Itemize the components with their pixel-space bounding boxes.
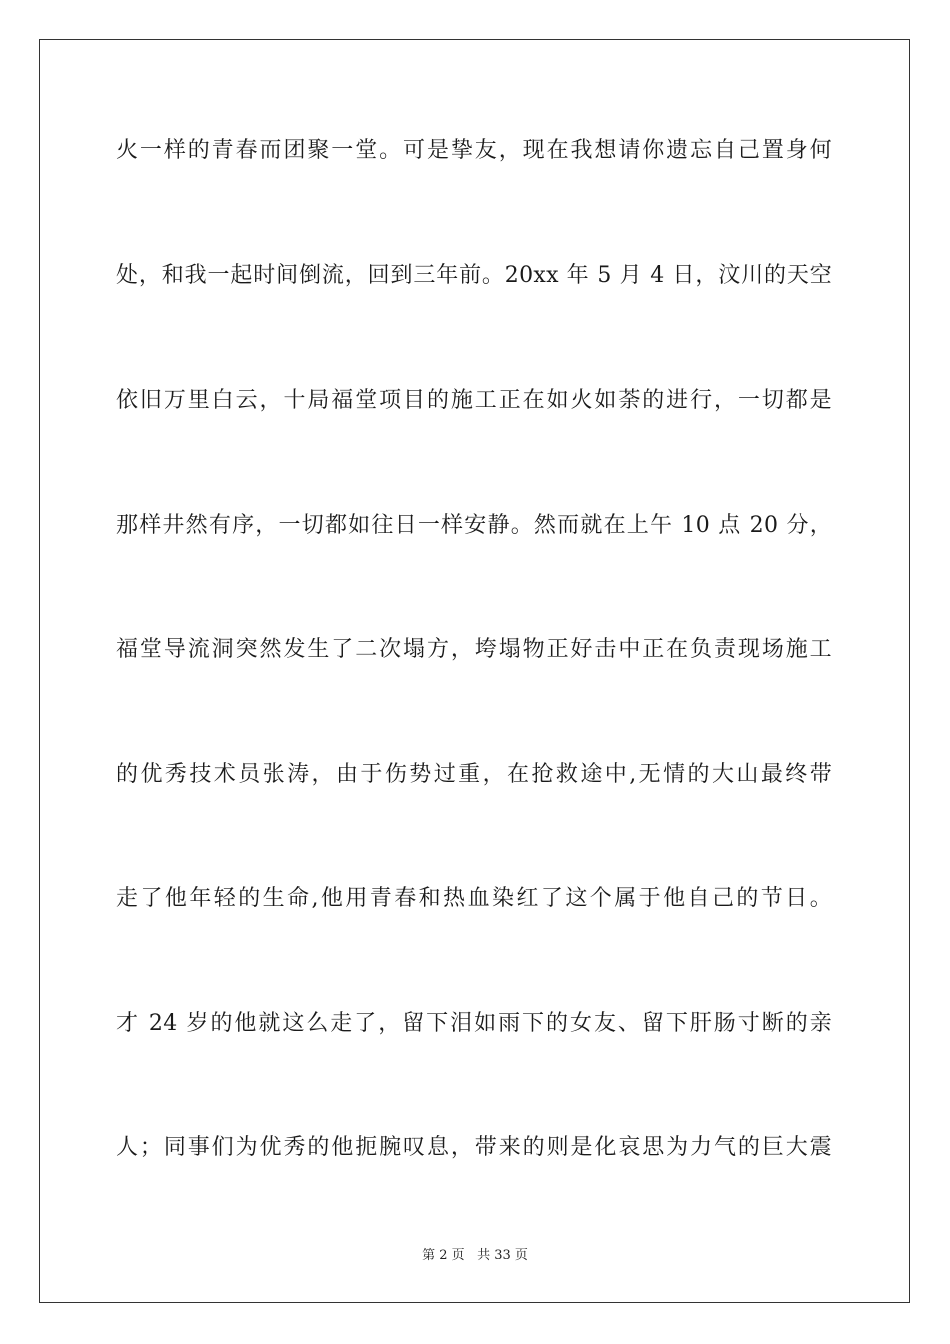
page-border [39, 39, 910, 1303]
text-line: 人；同事们为优秀的他扼腕叹息，带来的则是化哀思为力气的巨大震 [116, 1135, 832, 1160]
text-line: 处，和我一起时间倒流，回到三年前。20xx 年 5 月 4 日，汶川的天空 [116, 263, 832, 288]
text-line: 那样井然有序，一切都如往日一样安静。然而就在上午 10 点 20 分， [116, 513, 832, 538]
total-pages: 共 33 页 [477, 1248, 528, 1263]
text-line: 的优秀技术员张涛，由于伤势过重，在抢救途中,无情的大山最终带 [116, 762, 832, 787]
page-footer [0, 1247, 950, 1265]
page-number: 第 2 页 [422, 1248, 465, 1263]
text-line: 火一样的青春而团聚一堂。可是挚友，现在我想请你遗忘自己置身何 [116, 138, 832, 163]
text-line: 福堂导流洞突然发生了二次塌方，垮塌物正好击中正在负责现场施工 [116, 637, 832, 662]
text-line: 才 24 岁的他就这么走了，留下泪如雨下的女友、留下肝肠寸断的亲 [116, 1011, 832, 1036]
text-line: 走了他年轻的生命,他用青春和热血染红了这个属于他自己的节日。 [116, 886, 832, 911]
text-line: 依旧万里白云，十局福堂项目的施工正在如火如荼的进行，一切都是 [116, 388, 832, 413]
